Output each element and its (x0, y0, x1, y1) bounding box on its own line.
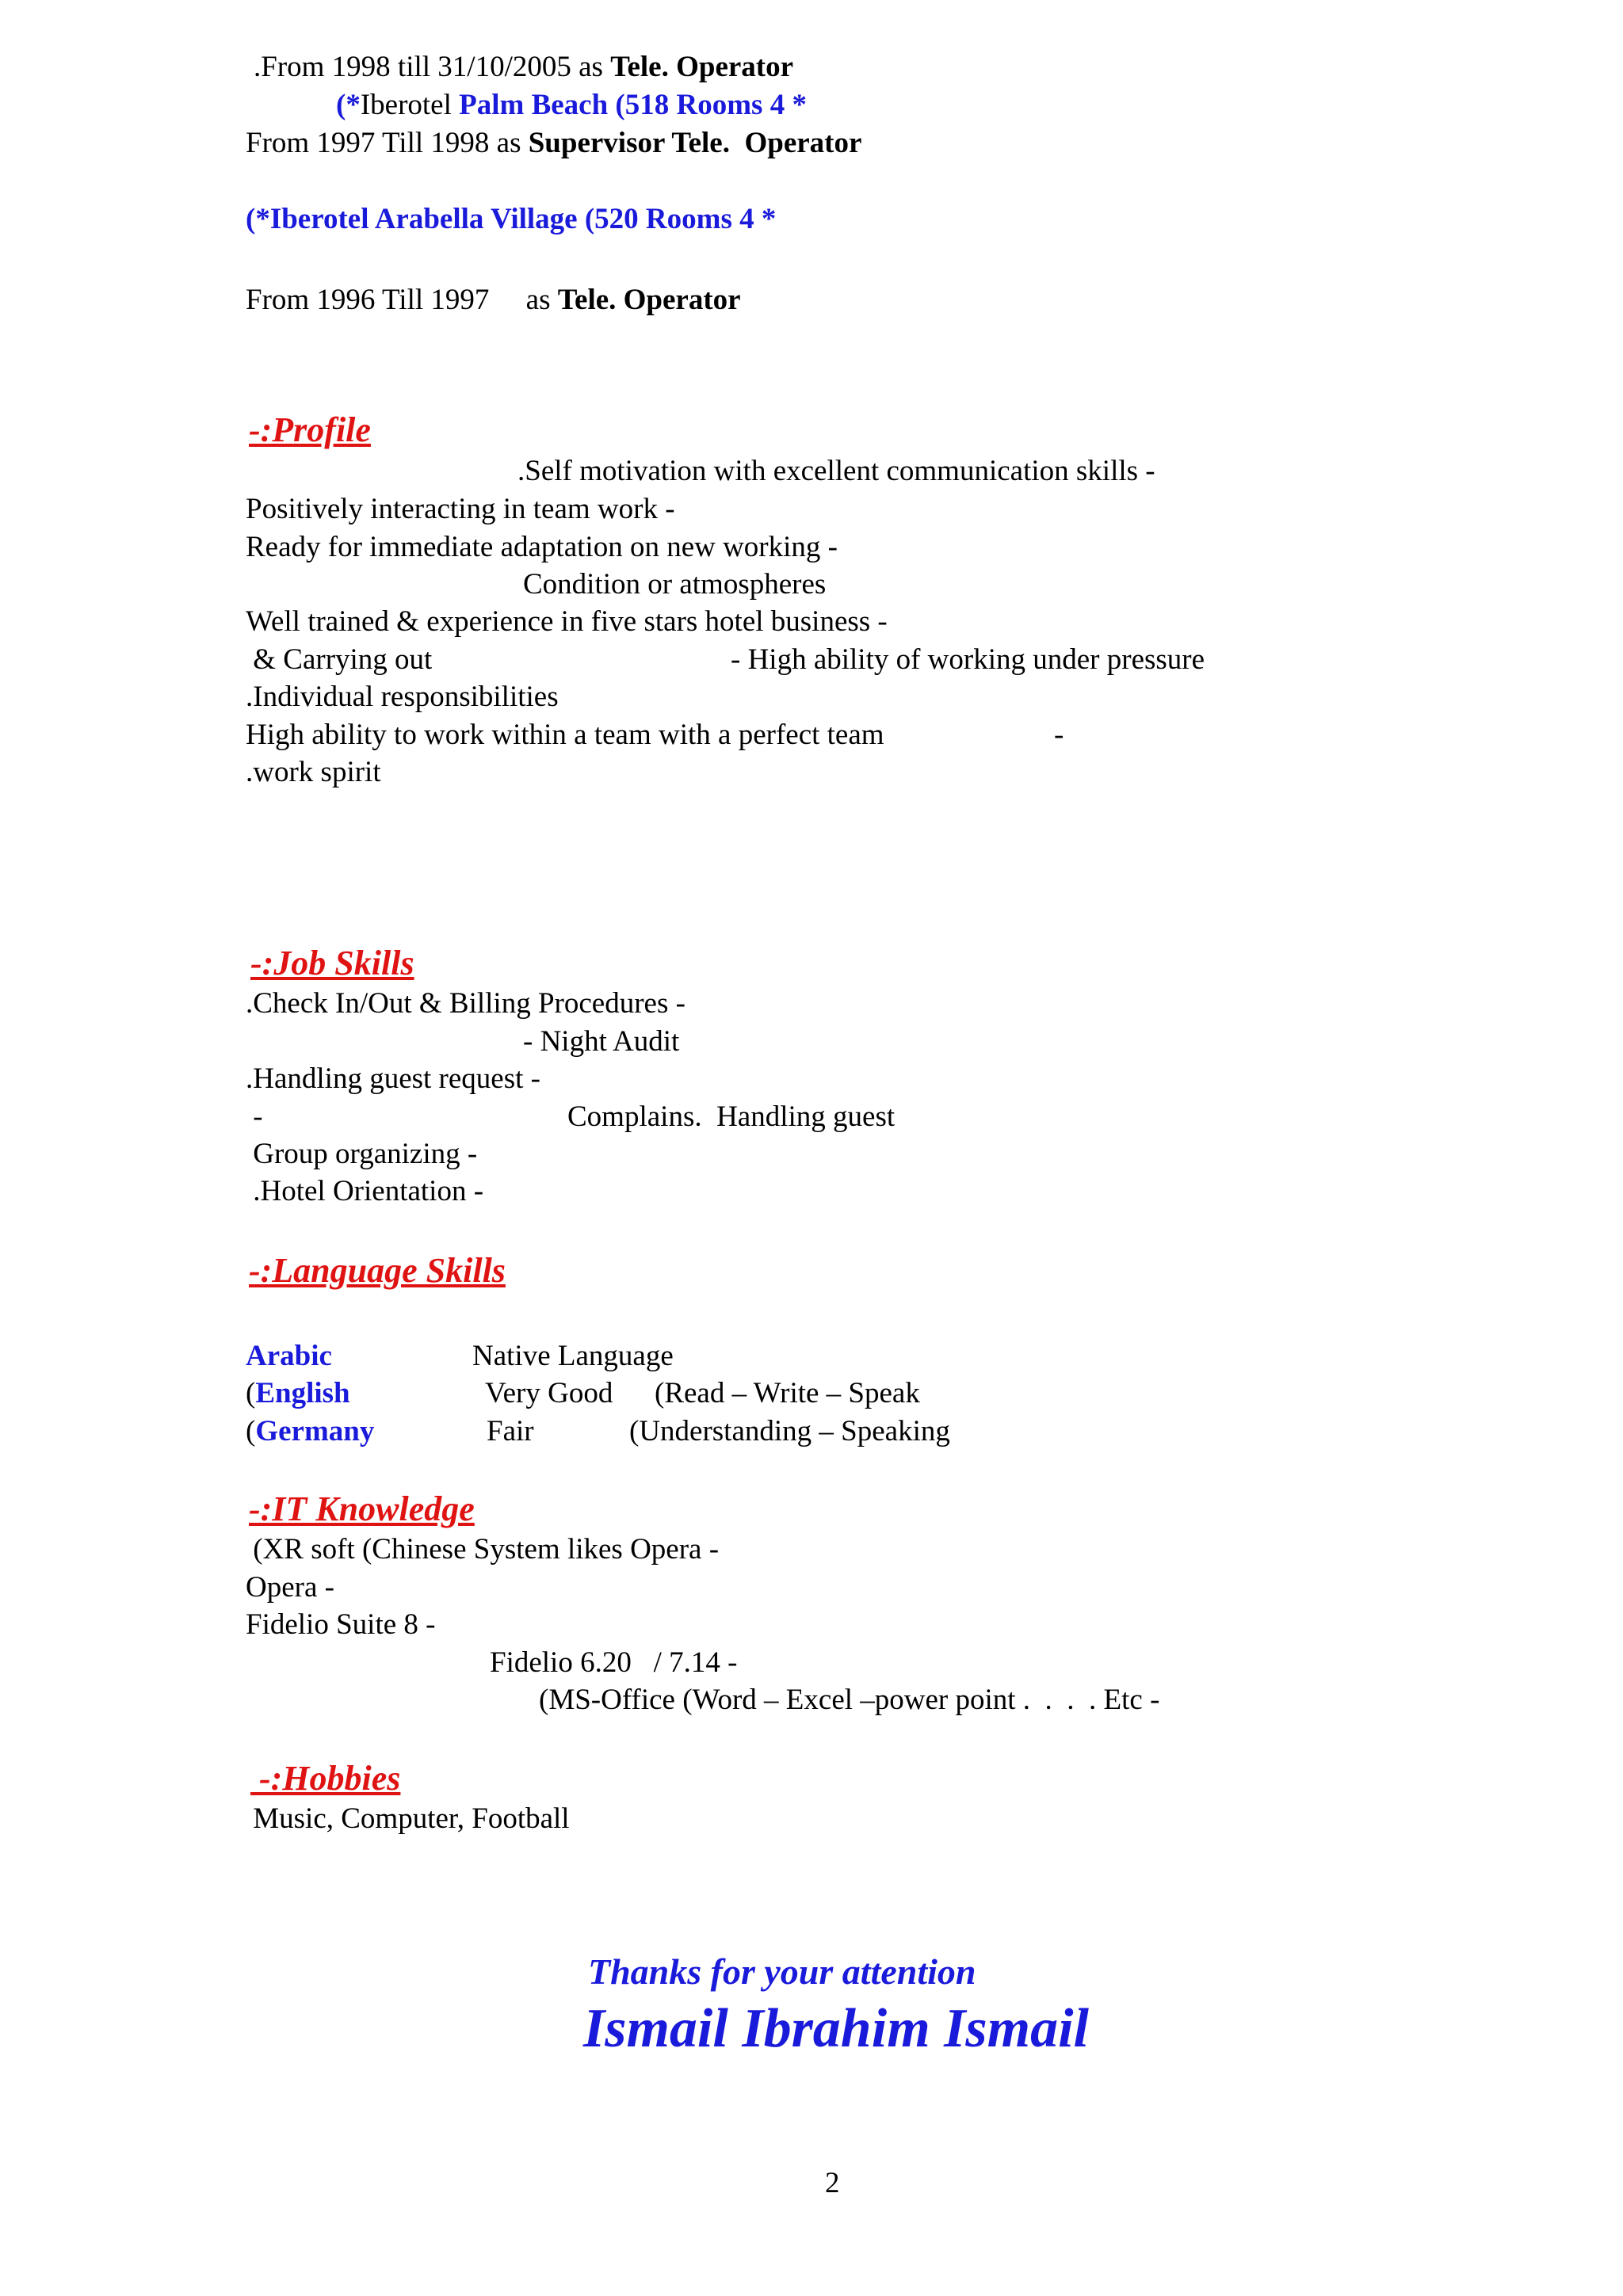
profile-line: High ability to work within a team with a perfect team (246, 719, 884, 751)
experience-palm-beach-operator (254, 50, 793, 85)
language-detail: (Read – Write – Speak (655, 1377, 920, 1409)
page-number: 2 (825, 2167, 840, 2199)
hobbies-heading: -:Hobbies (250, 1759, 401, 1798)
language-row (246, 1414, 374, 1449)
job-skill-item: .Hotel Orientation - (246, 1175, 484, 1207)
job-skill-item: - Night Audit (523, 1025, 680, 1058)
experience-supervisor (246, 126, 861, 161)
it-knowledge-item: (XR soft (Chinese System likes Opera - (246, 1533, 720, 1566)
profile-line: .Individual responsibilities (246, 681, 559, 713)
hobbies-text: Music, Computer, Football (246, 1802, 570, 1835)
hotel-brand: Iberotel (360, 89, 460, 121)
signature-name: Ismail Ibrahim Ismail (583, 1998, 1089, 2059)
hotel-name: Palm Beach (518 Rooms 4 * (459, 89, 807, 121)
language-row (246, 1339, 332, 1374)
language-name: English (255, 1377, 350, 1409)
job-skills-heading: -:Job Skills (250, 944, 414, 982)
hotel-bracket: (* (336, 89, 361, 121)
it-knowledge-item: Opera - (246, 1571, 334, 1604)
experience-role: Tele. Operator (557, 284, 741, 316)
thanks-note: Thanks for your attention (588, 1951, 976, 1992)
experience-role: Supervisor Tele. Operator (528, 127, 862, 159)
experience-palm-beach-hotel (336, 88, 807, 123)
language-row (246, 1376, 350, 1411)
job-skill-item: .Check In/Out & Billing Procedures - (246, 987, 685, 1020)
experience-dates: .From 1998 till 31/10/2005 as (254, 51, 611, 83)
experience-arabella-hotel: (*Iberotel Arabella Village (520 Rooms 4 * (246, 203, 777, 235)
profile-line: Ready for immediate adaptation on new working - (246, 531, 838, 563)
language-level: Native Language (472, 1340, 674, 1372)
it-knowledge-item: (MS-Office (Word – Excel –power point . . . . Etc - (539, 1684, 1160, 1716)
profile-line: - High ability of working under pressure (731, 643, 1205, 676)
job-skill-item: Group organizing - (246, 1138, 478, 1170)
language-name: Germany (255, 1415, 375, 1447)
job-skill-item: - (246, 1100, 263, 1133)
language-name: Arabic (246, 1340, 332, 1372)
profile-line: Positively interacting in team work - (246, 493, 675, 525)
experience-dates: From 1997 Till 1998 as (246, 127, 529, 159)
profile-line: .Self motivation with excellent communication skills - (517, 455, 1155, 487)
experience-role: Tele. Operator (610, 51, 794, 83)
profile-line: Condition or atmospheres (523, 568, 827, 601)
it-knowledge-item: Fidelio Suite 8 - (246, 1608, 436, 1641)
it-knowledge-item: Fidelio 6.20 / 7.14 - (490, 1646, 738, 1679)
language-level: Fair (487, 1415, 534, 1447)
it-knowledge-heading: -:IT Knowledge (249, 1489, 475, 1528)
profile-line: .work spirit (246, 756, 381, 788)
language-bracket: ( (246, 1415, 256, 1447)
language-skills-heading: -:Language Skills (249, 1251, 506, 1290)
profile-line: & Carrying out (246, 643, 433, 676)
experience-dates: From 1996 Till 1997 as (246, 284, 558, 316)
language-bracket: ( (246, 1377, 256, 1409)
language-level: Very Good (485, 1377, 613, 1409)
language-detail: (Understanding – Speaking (629, 1415, 950, 1447)
job-skill-item: Complains. Handling guest (567, 1100, 896, 1133)
experience-arabella-operator (246, 283, 741, 318)
profile-heading: -:Profile (249, 410, 371, 449)
job-skill-item: .Handling guest request - (246, 1062, 540, 1095)
profile-line: Well trained & experience in five stars hotel business - (246, 605, 888, 638)
profile-line: - (1054, 719, 1064, 751)
